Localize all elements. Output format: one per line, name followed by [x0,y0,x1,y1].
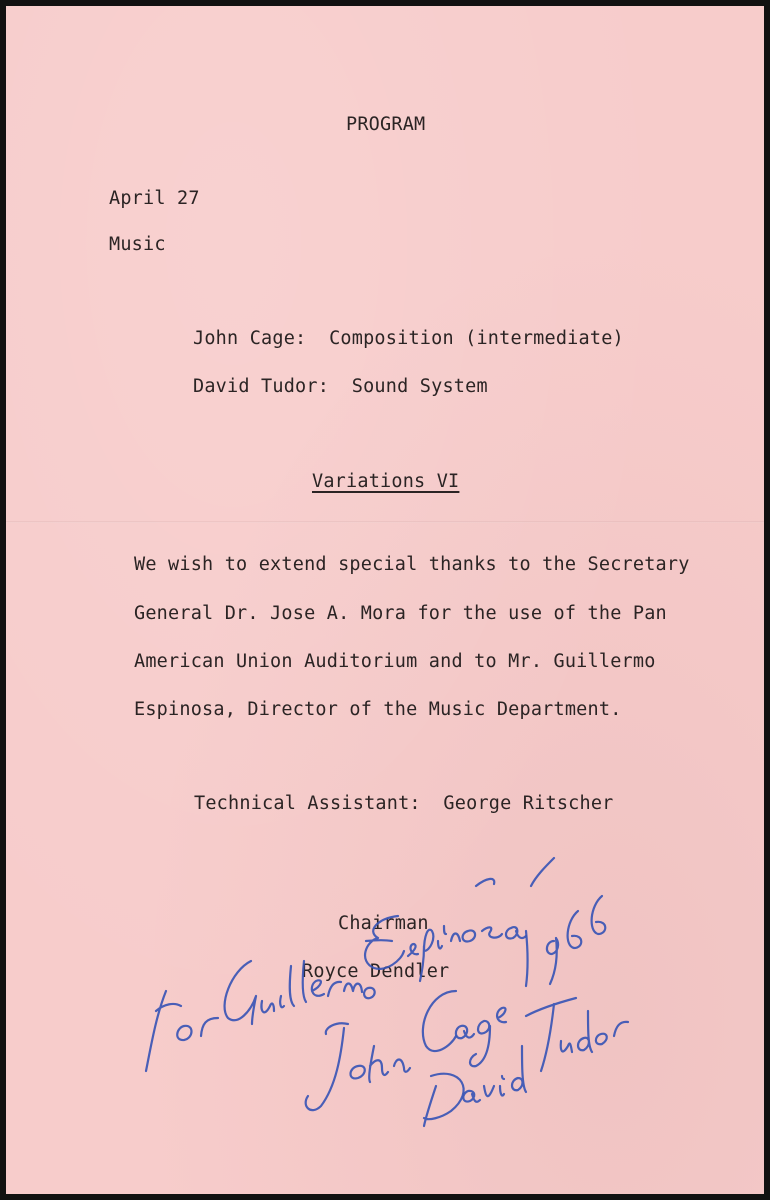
program-category: Music [109,234,166,255]
work-title: Variations VI [312,471,460,492]
technical-assistant: Technical Assistant: George Ritscher [194,793,614,814]
thanks-line: Espinosa, Director of the Music Department. [134,699,622,720]
program-page [6,6,764,1194]
thanks-line: American Union Auditorium and to Mr. Guillermo [134,651,656,672]
credit-name: David Tudor: [193,376,330,397]
page-title: PROGRAM [346,114,426,135]
credit-name: John Cage: [193,328,307,349]
credit-role: Sound System [351,376,488,397]
program-date: April 27 [109,188,200,209]
credit-role: Composition (intermediate) [329,328,624,349]
credit-composition [193,328,624,349]
chairman-name: Royce Dendler [302,961,450,982]
handwritten-signature [6,6,764,1194]
thanks-line: General Dr. Jose A. Mora for the use of the Pan [134,603,667,624]
credit-sound-system [193,376,488,397]
chairman-label: Chairman [338,913,429,934]
thanks-line: We wish to extend special thanks to the Secretary [134,554,690,575]
paper-fold [6,521,764,523]
